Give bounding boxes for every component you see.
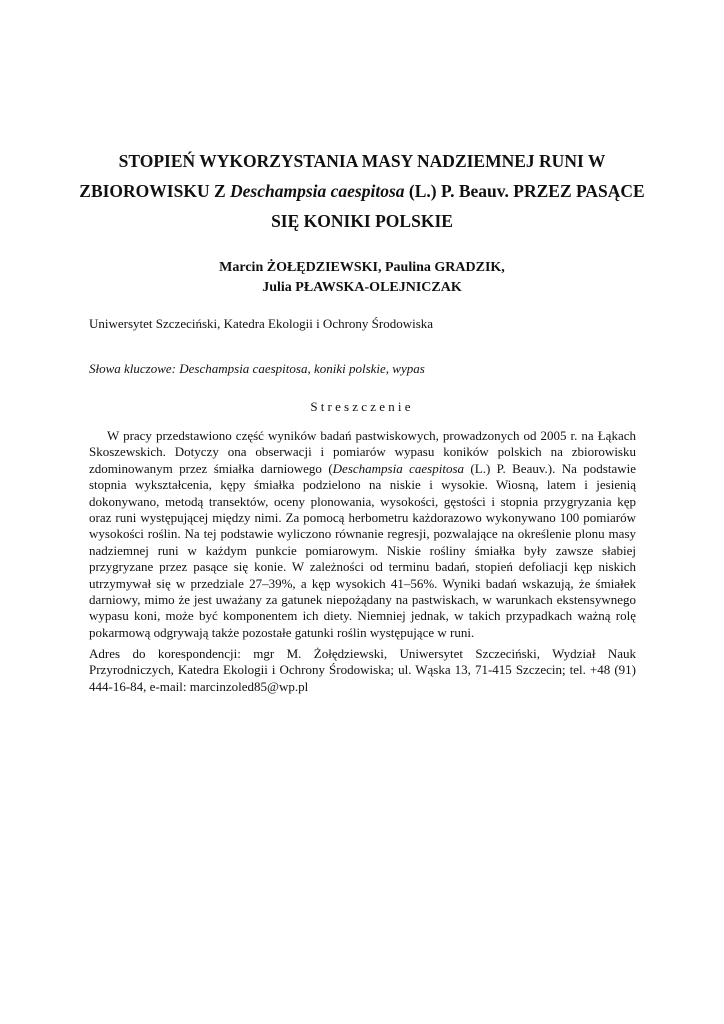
title-line-1: STOPIEŃ WYKORZYSTANIA MASY NADZIEMNEJ RUNI W (118, 151, 606, 171)
title-species-name: Deschampsia caespitosa (230, 181, 405, 201)
paper-title (60, 146, 664, 236)
correspondence-address: Adres do korespondencji: mgr M. Żołędziewski, Uniwersytet Szczeciński, Wydział Nauk Przyrodniczych, Katedra Ekologii i Ochrony Środowiska; ul. Wąska 13, 71-415 Szczecin; tel. +48 (91) 444-16-84, e-mail: marcinzoled85@wp.pl (89, 646, 636, 694)
abstract-heading: Streszczenie (310, 399, 414, 414)
title-line-2 (60, 176, 664, 206)
author-list (60, 258, 664, 298)
affiliation: Uniwersytet Szczeciński, Katedra Ekologii i Ochrony Środowiska (89, 316, 434, 331)
author-line-2: Julia PŁAWSKA-OLEJNICZAK (262, 280, 462, 295)
abstract-part-2: (L.) P. Beauv.). Na podstawie stopnia wykształcenia, kępy śmiałka podzielono na niskie i wysokie. Wiosną, latem i jesienią dokonywano, metodą transektów, oceny plonowania, wysokości, gęstości i stopnia przygryzania kęp oraz runi występującej między nimi. Za pomocą herbometru każdorazowo wykonywano 100 pomiarów wysokości roślin. Na tej podstawie wyliczono równanie regresji, pozwalające na określenie plonu masy nadziemnej runi w każdym punkcie pomiarowym. Niskie rośliny śmiałka były zawsze słabiej przygryzane przez pasące się konie. W zależności od terminu badań, stopień defoliacji kęp niskich utrzymywał się w przedziale 27–39%, a kęp wysokich 41–56%. Wyniki badań wskazują, że śmiałek darniowy, mimo że jest uważany za gatunek niepożądany na pastwiskach, w warunkach ekstensywnego wypasu koni, może być komponentem ich diety. Niemniej jednak, w takich przypadkach ważną rolę pokarmową odgrywają także pozostałe gatunki roślin występujące w runi. (89, 460, 636, 640)
author-line-1: Marcin ŻOŁĘDZIEWSKI, Paulina GRADZIK, (219, 260, 505, 275)
title-line-3: SIĘ KONIKI POLSKIE (271, 211, 453, 231)
keywords: Słowa kluczowe: Deschampsia caespitosa, koniki polskie, wypas (89, 361, 425, 376)
abstract-species-name: Deschampsia caespitosa (332, 460, 465, 476)
abstract-text (89, 428, 636, 641)
title-line-2-prefix: ZBIOROWISKU Z (79, 181, 231, 201)
abstract-part-1: W pracy przedstawiono część wyników badań pastwiskowych, prowadzonych od 2005 r. na Łąkach Skoszewskich. Dotyczy ona obserwacji i pomiarów wypasu koników polskich na zbiorowisku zdominowanym przez śmiałka darniowego ( (89, 428, 636, 476)
title-line-2-suffix: (L.) P. Beauv. PRZEZ PASĄCE (404, 181, 645, 201)
